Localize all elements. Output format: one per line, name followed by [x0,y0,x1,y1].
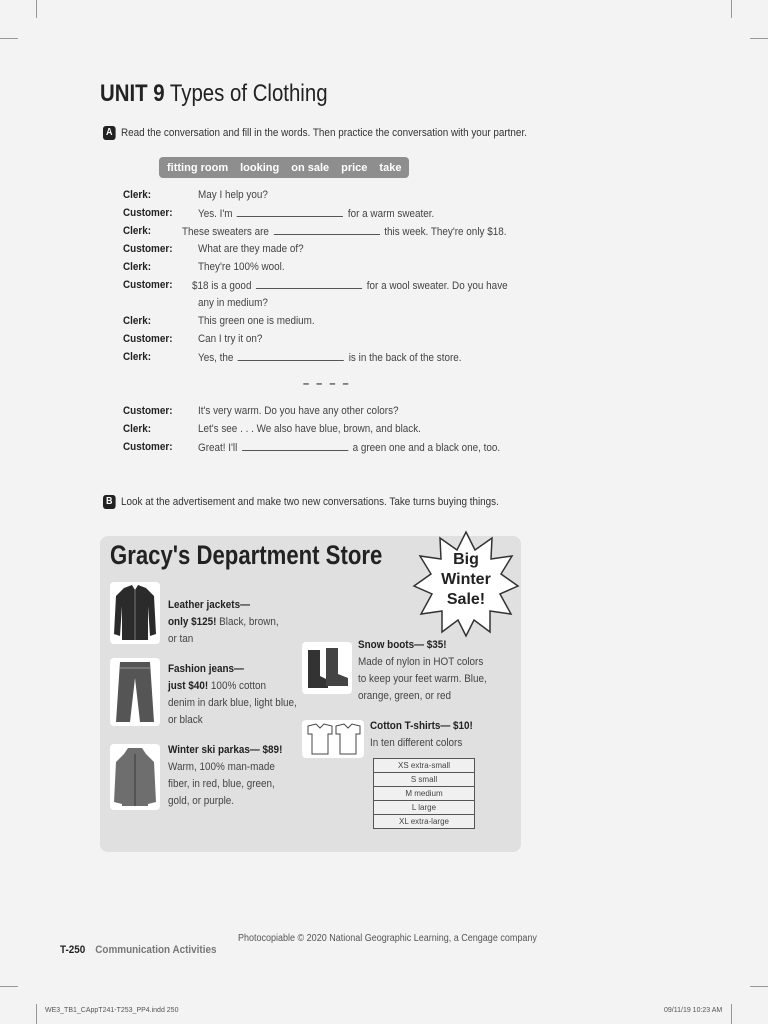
item-desc: or tan [168,633,194,645]
line-text: They're 100% wool. [198,261,285,273]
line-text: Can I try it on? [198,333,263,345]
parka-icon [110,744,160,810]
item-heading: Winter ski parkas— $89! [168,744,283,756]
t-shirts-image [302,720,364,758]
section-b-badge: B [103,495,116,509]
line-text: any in medium? [198,297,268,309]
item-desc: gold, or purple. [168,795,235,807]
ad-item-ski-parkas [168,742,282,810]
speaker: Customer: [123,333,173,345]
dialog-line [123,240,543,258]
sale-text [412,550,520,610]
speaker: Customer: [123,243,173,255]
line-text: May I help you? [198,189,268,201]
item-heading: Leather jackets— [168,599,250,611]
crop-mark [750,38,768,39]
date-slug: 09/11/19 10:23 AM [664,1007,723,1014]
item-desc: to keep your feet warm. Blue, [358,673,487,685]
store-name: Gracy's Department Store [110,540,383,570]
speaker: Clerk: [123,315,152,327]
t-shirt-icon [302,720,364,758]
item-desc: or black [168,714,203,726]
dialog-separator: – – – – [303,378,351,390]
word-bank-item: fitting room [167,161,229,174]
line-text: this week. They're only $18. [384,226,507,238]
file-slug: WE3_TB1_CAppT241-T253_PP4.indd 250 [45,1007,179,1014]
item-price: just $40! [168,680,209,692]
word-bank [159,157,409,178]
item-heading: Fashion jeans— [168,663,244,675]
speaker: Customer: [123,279,173,291]
line-text: These sweaters are [182,226,270,238]
speaker: Clerk: [123,225,152,237]
item-desc: Made of nylon in HOT colors [358,656,484,668]
item-desc: In ten different colors [370,737,463,749]
line-text: What are they made of? [198,243,304,255]
speaker: Clerk: [123,423,152,435]
jeans-icon [110,658,160,726]
word-bank-item: looking [240,161,280,174]
word-bank-item: price [341,161,368,174]
item-desc: orange, green, or red [358,690,452,702]
ad-item-fashion-jeans [168,661,297,729]
conversation [123,186,543,456]
line-text: for a wool sweater. Do you have [367,280,508,292]
line-text: Let's see . . . We also have blue, brown, and black. [198,423,421,435]
line-text: It's very warm. Do you have any other colors? [198,405,399,417]
instruction-text: Read the conversation and fill in the words. Then practice the conversation with your partner. [121,127,527,139]
parka-image [110,744,160,810]
dialog-line [123,186,543,204]
item-desc: fiber, in red, blue, green, [168,778,275,790]
dialog-line [123,204,543,222]
dialog-line [123,312,543,330]
dialog-line [123,276,543,294]
crop-mark [750,986,768,987]
word-bank-item: on sale [291,161,330,174]
item-heading: Snow boots— $35! [358,639,447,651]
speaker: Clerk: [123,351,152,363]
line-text: Yes. I'm [198,208,233,220]
fill-in-blank[interactable] [256,278,362,289]
copyright: Photocopiable © 2020 National Geographic Learning, a Cengage company [238,933,537,944]
dialog-line-continuation [123,294,543,312]
speaker: Customer: [123,405,173,417]
section-a-instruction [103,126,527,140]
crop-mark [36,0,37,18]
crop-mark [36,1004,37,1024]
jeans-image [110,658,160,726]
ad-item-t-shirts [370,718,473,752]
instruction-text: Look at the advertisement and make two new conversations. Take turns buying things. [121,496,499,508]
speaker: Clerk: [123,189,152,201]
item-desc: denim in dark blue, light blue, [168,697,297,709]
line-text: a green one and a black one, too. [352,442,501,454]
dialog-line [123,330,543,348]
item-desc: Warm, 100% man-made [168,761,275,773]
boots-icon [302,642,352,694]
dialog-line [123,258,543,276]
size-chart [373,758,475,829]
section-b-instruction [103,495,499,509]
speaker: Clerk: [123,261,152,273]
line-text: Great! I'll [198,442,238,454]
line-text: for a warm sweater. [347,208,435,220]
line-text: Yes, the [198,352,234,364]
item-desc: 100% cotton [208,680,266,692]
size-cell: XS extra-small [374,759,475,773]
dialog-line [123,222,543,240]
page-number: T-250 [60,944,86,956]
sale-line: Big [453,551,479,568]
item-price: only $125! [168,616,217,628]
unit-title: Types of Clothing [169,80,328,107]
section-name: Communication Activities [95,944,217,956]
speaker: Customer: [123,441,173,453]
advertisement [100,536,521,852]
item-heading: Cotton T-shirts— $10! [370,720,473,732]
dialog-line [123,348,543,366]
size-cell: M medium [374,787,475,801]
line-text: is in the back of the store. [348,352,462,364]
dialog-line [123,420,543,438]
sale-line: Winter [441,571,491,588]
section-a-badge: A [103,126,116,140]
crop-mark [0,986,18,987]
crop-mark [731,1004,732,1024]
fill-in-blank[interactable] [238,350,344,361]
crop-mark [731,0,732,18]
item-desc: Black, brown, [216,616,279,628]
sale-line: Sale! [446,591,486,608]
unit-label: UNIT 9 [100,80,165,107]
page-title [100,80,328,108]
dialog-line [123,402,543,420]
size-cell: XL extra-large [374,815,475,829]
fill-in-blank[interactable] [237,206,343,217]
fill-in-blank[interactable] [242,440,348,451]
size-cell: L large [374,801,475,815]
crop-mark [0,38,18,39]
speaker: Customer: [123,207,173,219]
ad-item-leather-jackets [168,597,279,648]
size-cell: S small [374,773,475,787]
ad-item-snow-boots [358,637,487,705]
word-bank-item: take [379,161,402,174]
jacket-icon [110,582,160,644]
fill-in-blank[interactable] [274,224,380,235]
leather-jacket-image [110,582,160,644]
dialog-line [123,438,543,456]
page-footer [60,944,216,956]
snow-boots-image [302,642,352,694]
line-text: $18 is a good [192,280,252,292]
line-text: This green one is medium. [198,315,315,327]
